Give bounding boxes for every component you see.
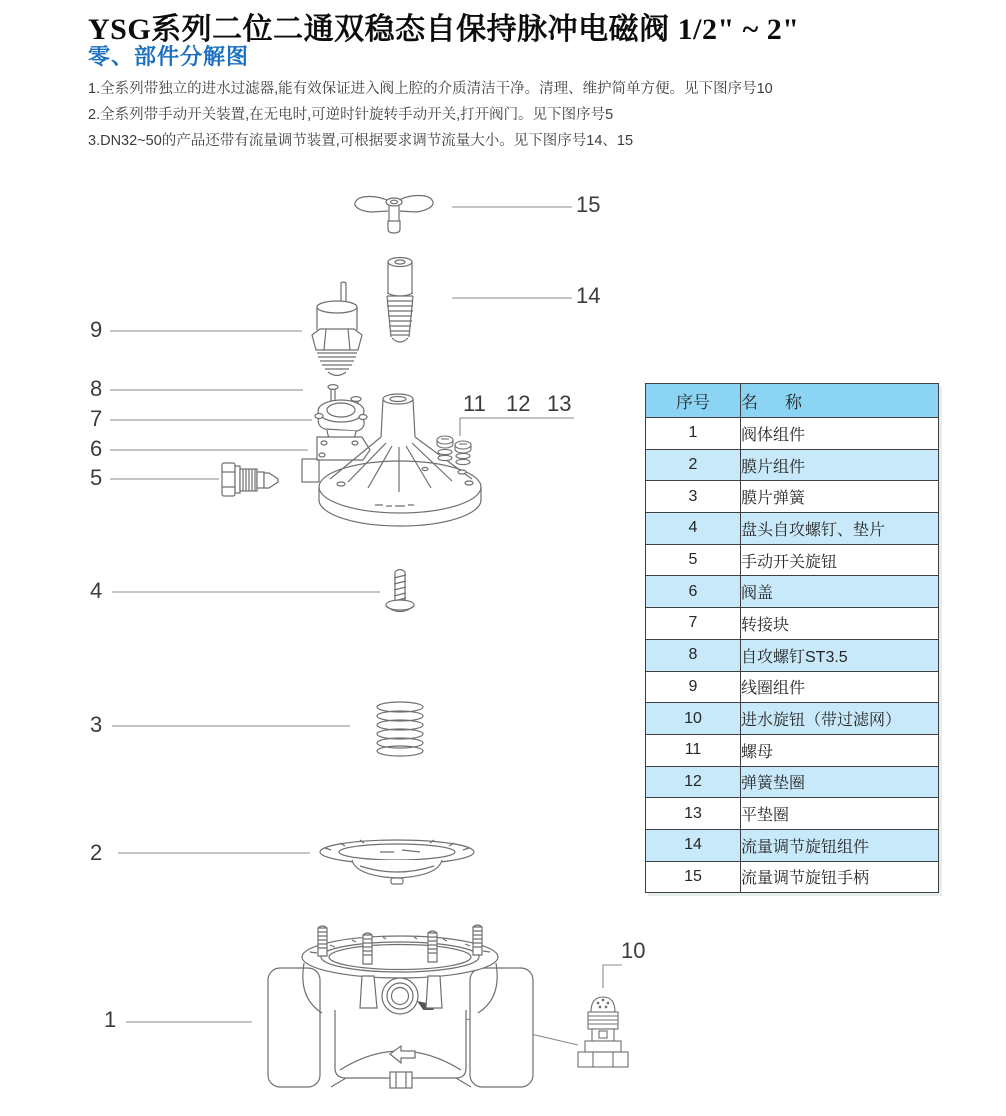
table-row [646, 734, 939, 766]
part-no: 4 [646, 513, 741, 545]
callout-label-2: 2 [90, 840, 103, 865]
table-row [646, 418, 939, 450]
part-no: 9 [646, 671, 741, 703]
table-header-row [646, 384, 939, 418]
part-name: 流量调节旋钮手柄 [741, 861, 939, 893]
callout-label-5: 5 [90, 465, 103, 490]
note-line: 1.全系列带独立的进水过滤器,能有效保证进入阀上腔的介质清洁干净。清理、维护简单方便。见下图序号10 [88, 81, 773, 97]
page-title: YSG系列二位二通双稳态自保持脉冲电磁阀 1/2" ~ 2" [88, 13, 800, 46]
part-4-pan-head-screw [386, 570, 414, 612]
part-no: 10 [646, 703, 741, 735]
note-line: 2.全系列带手动开关装置,在无电时,可逆时针旋转手动开关,打开阀门。见下图序号5 [88, 107, 614, 123]
part-name: 进水旋钮（带过滤网） [741, 703, 939, 735]
part-15-flow-knob-handle [355, 196, 433, 234]
part-2-diaphragm-assembly [320, 840, 474, 884]
part-3-diaphragm-spring [377, 702, 423, 756]
part-no: 7 [646, 608, 741, 640]
callout-label-13: 13 [547, 391, 572, 416]
table-row [646, 544, 939, 576]
part-no: 8 [646, 639, 741, 671]
part-no: 6 [646, 576, 741, 608]
part-9-coil-assembly [312, 282, 362, 376]
callout-lines [110, 207, 622, 1045]
part-no: 15 [646, 861, 741, 893]
table-row [646, 639, 939, 671]
part-5-manual-switch-knob [222, 463, 278, 496]
note-line: 3.DN32~50的产品还带有流量调节装置,可根据要求调节流量大小。见下图序号14、15 [88, 133, 634, 149]
column-header-no: 序号 [646, 384, 741, 418]
part-no: 3 [646, 481, 741, 513]
callout-label-6: 6 [90, 436, 103, 461]
callout-label-15: 15 [576, 192, 601, 217]
table-row [646, 513, 939, 545]
part-11-12-13-nut-washers [437, 436, 471, 465]
table-row [646, 829, 939, 861]
table-row [646, 798, 939, 830]
part-10-inlet-filter-knob [578, 997, 628, 1067]
part-name: 阀体组件 [741, 418, 939, 450]
table-row [646, 576, 939, 608]
part-no: 11 [646, 734, 741, 766]
table-row [646, 703, 939, 735]
callout-label-10: 10 [621, 938, 646, 963]
part-name: 膜片组件 [741, 449, 939, 481]
table-row [646, 608, 939, 640]
callout-label-14: 14 [576, 283, 601, 308]
part-name: 盘头自攻螺钉、垫片 [741, 513, 939, 545]
callout-label-12: 12 [506, 391, 531, 416]
part-name: 弹簧垫圈 [741, 766, 939, 798]
part-no: 2 [646, 449, 741, 481]
part-name: 转接块 [741, 608, 939, 640]
callout-label-7: 7 [90, 406, 103, 431]
column-header-name: 名称 [741, 384, 939, 418]
part-name: 阀盖 [741, 576, 939, 608]
table-row [646, 766, 939, 798]
callout-label-11: 11 [463, 391, 486, 416]
part-name: 手动开关旋钮 [741, 544, 939, 576]
section-title: 零、部件分解图 [88, 44, 250, 69]
table-row [646, 861, 939, 893]
table-row [646, 449, 939, 481]
callout-label-1: 1 [104, 1007, 117, 1032]
part-name: 螺母 [741, 734, 939, 766]
parts-table [645, 383, 939, 893]
part-name: 线圈组件 [741, 671, 939, 703]
part-no: 5 [646, 544, 741, 576]
callout-label-4: 4 [90, 578, 103, 603]
part-name: 流量调节旋钮组件 [741, 829, 939, 861]
callout-label-9: 9 [90, 317, 103, 342]
table-row [646, 671, 939, 703]
part-name: 平垫圈 [741, 798, 939, 830]
callout-label-3: 3 [90, 712, 103, 737]
part-name: 膜片弹簧 [741, 481, 939, 513]
table-row [646, 481, 939, 513]
part-1-valve-body [268, 925, 533, 1088]
part-name: 自攻螺钉ST3.5 [741, 639, 939, 671]
part-14-flow-adjust-stud [387, 258, 413, 343]
part-no: 13 [646, 798, 741, 830]
part-no: 12 [646, 766, 741, 798]
part-no: 1 [646, 418, 741, 450]
part-no: 14 [646, 829, 741, 861]
callout-label-8: 8 [90, 376, 103, 401]
